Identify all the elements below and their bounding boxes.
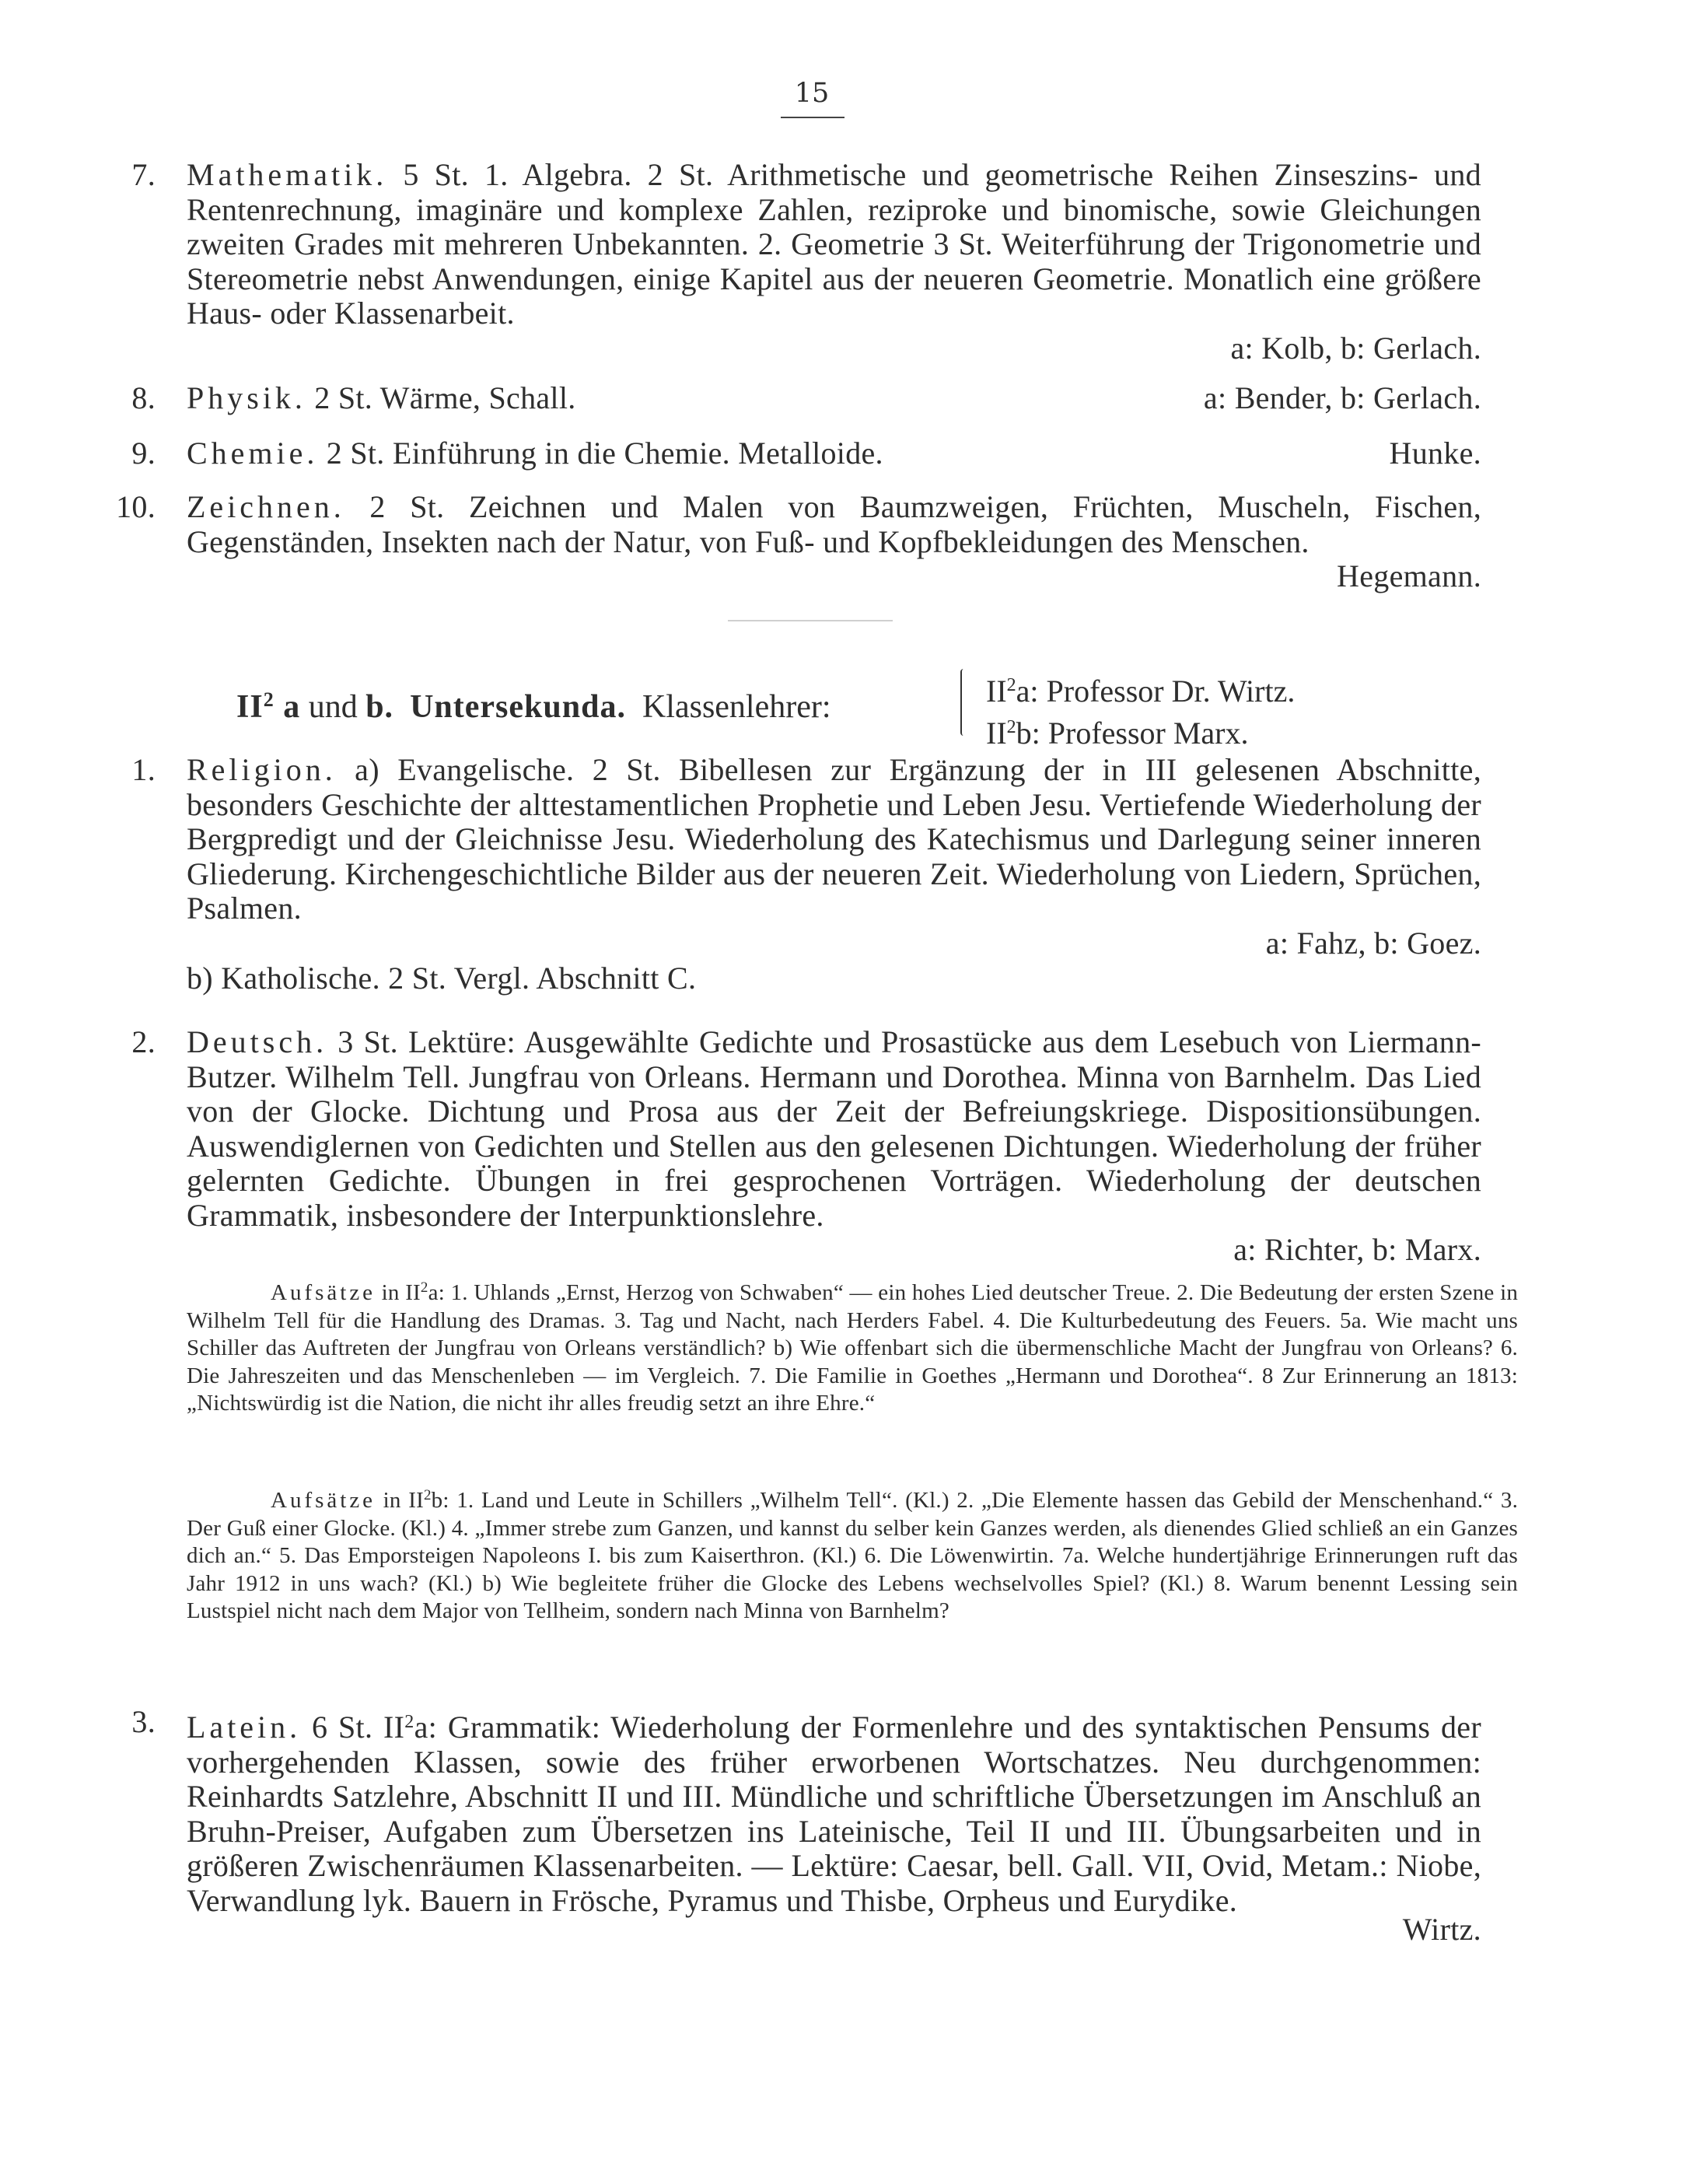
subject-name: Deutsch. bbox=[187, 1024, 328, 1059]
teacher-a: $II^2a$: Professor Dr. Wirtz. bbox=[986, 674, 1296, 709]
subject-text: 2 St. Einführung in die Chemie. Metalloide. bbox=[326, 436, 883, 471]
page-number: 15 bbox=[794, 78, 830, 109]
deutsch-paragraph bbox=[187, 1025, 1481, 1233]
teacher-line: Hunke. bbox=[1389, 436, 1481, 471]
religion-paragraph bbox=[187, 753, 1481, 926]
mathematik-paragraph bbox=[187, 158, 1481, 331]
zeichnen-paragraph bbox=[187, 490, 1481, 559]
brace-icon bbox=[960, 669, 974, 736]
subject-text: a) Evangelische. 2 St. Bibellesen zur Ergänzung der in III gelesenen Abschnitte, besonders Geschichte der alttestamentlichen Prophetie und Leben Jesu. Vertiefende Wiederholung der Bergpredigt und der Gleichnisse Jesu. Wiederholung des Katechismus und Darlegung seiner inneren Gliederung. Kirchengeschichtliche Bilder aus der neueren Zeit. Wiederholung von Liedern, Sprüchen, Psalmen. bbox=[187, 752, 1481, 926]
subject-name: Latein. bbox=[187, 1710, 302, 1745]
section-title: Untersekunda. bbox=[410, 689, 626, 725]
subject-name: Religion. bbox=[187, 752, 337, 787]
aufsaetze-a: Aufsätze in $II^2a$: 1. Uhlands „Ernst, Herzog von Schwaben“ — ein hohes Lied deutscher Treue. 2. Die Bedeutung der ersten Szene in Wilhelm Tell für die Handlung des Dramas. 3. Tag und Nacht, nach Herders Fabel. 4. Die Kulturbedeutung des Feuers. 5a. Wie macht uns Schiller das Auftreten der Jungfrau von Orleans verständlich? b) Wie offenbart sich die übermenschliche Macht der Jungfrau von Orleans? 6. Die Jahreszeiten und das Menschenleben — im Vergleich. 7. Die Familie in Goethes „Hermann und Dorothea“. 8 Zur Erinnerung an 1813: „Nichtswürdig ist die Nation, die nicht ihr alles freudig setzt an ihre Ehre.“ bbox=[187, 1279, 1519, 1416]
subject-text: 2 St. Wärme, Schall. bbox=[314, 380, 576, 415]
subject-text: 3 St. Lektüre: Ausgewählte Gedichte und Prosastücke aus dem Lesebuch von Liermann-Butzer. Wilhelm Tell. Jungfrau von Orleans. Hermann und Dorothea. Minna von Barnhelm. Das Lied von der Glocke. Dichtung und Prosa aus der Zeit der Befreiungskriege. Dispositionsübungen. Auswendiglernen von Gedichten und Stellen aus den gelesenen Dichtungen. Wiederholung der früher gelernten Gedichte. Übungen in frei gesprochenen Vorträgen. Wiederholung der deutschen Grammatik, insbesondere der Interpunktionslehre. bbox=[187, 1024, 1481, 1233]
religion-katholisch: b) Katholische. 2 St. Vergl. Abschnitt C. bbox=[187, 961, 697, 996]
item-number: 3. bbox=[131, 1704, 156, 1739]
subject-name: Chemie. bbox=[187, 436, 319, 471]
page-number-underline bbox=[781, 117, 844, 118]
teacher-line: Wirtz. bbox=[1402, 1912, 1481, 1947]
subject-name: Mathematik. bbox=[187, 157, 388, 192]
item-number: 7. bbox=[131, 157, 156, 192]
item-number: 1. bbox=[131, 752, 156, 787]
teacher-line: a: Fahz, b: Goez. bbox=[1265, 926, 1481, 961]
section-divider bbox=[728, 620, 893, 621]
item-number: 9. bbox=[131, 436, 156, 471]
klassenlehrer-label: Klassenlehrer: bbox=[642, 689, 831, 725]
teacher-line: a: Kolb, b: Gerlach. bbox=[1230, 331, 1481, 366]
item-number: 10. bbox=[116, 489, 156, 524]
item-number: 8. bbox=[131, 380, 156, 415]
class-teachers bbox=[986, 667, 1295, 751]
section-heading: $II^2$ a und b. Untersekunda. Klassenlehrer: bbox=[236, 688, 831, 725]
teacher-line: Hegemann. bbox=[1337, 558, 1481, 593]
subject-name: Zeichnen. bbox=[187, 489, 345, 524]
subject-text: 2 St. Zeichnen und Malen von Baumzweigen, Früchten, Muscheln, Fischen, Gegenständen, Insekten nach der Natur, von Fuß- und Kopfbekleidungen des Menschen. bbox=[187, 489, 1481, 559]
item-number: 2. bbox=[131, 1024, 156, 1059]
aufsaetze-b: Aufsätze in $II^2b$: 1. Land und Leute in Schillers „Wilhelm Tell“. (Kl.) 2. „Die Elemente hassen das Gebild der Menschenhand.“ 3. Der Guß einer Glocke. (Kl.) 4. „Immer strebe zum Ganzen, und kannst du selber kein Ganzes werden, als dienendes Glied schließ an ein Ganzes dich an.“ 5. Das Emporsteigen Napoleons I. bis zum Kaiserthron. (Kl.) 6. Die Löwenwirtin. 7a. Welche hundertjährige Erinnerungen ruft das Jahr 1912 in uns wach? (Kl.) b) Wie begleitete früher die Glocke des Lebens wechselvolles Spiel? (Kl.) 8. Warum benennt Lessing sein Lustspiel nicht nach dem Major von Tellheim, sondern nach Minna von Barnhelm? bbox=[187, 1487, 1519, 1623]
latein-paragraph: Latein. 6 St. $II^2a$: Grammatik: Wiederholung der Formenlehre und des syntaktischen Pensums der vorhergehenden Klassen, sowie des früher erworbenen Wortschatzes. Neu durchgenommen: Reinhardts Satzlehre, Abschnitt II und III. Mündliche und schriftliche Übersetzungen im Anschluß an Bruhn-Preiser, Aufgaben zum Übersetzen ins Lateinische, Teil II und III. Übungsarbeiten und in größeren Zwischenräumen Klassenarbeiten. — Lektüre: Caesar, bell. Gall. VII, Ovid, Metam.: Niobe, Verwandlung lyk. Bauern in Frösche, Pyramus und Thisbe, Orpheus und Eurydike. bbox=[187, 1710, 1481, 1918]
subject-name: Physik. bbox=[187, 380, 306, 415]
subject-text: Grammatik: Wiederholung der Formenlehre und des syntaktischen Pensums der vorhergehenden Klassen, sowie des früher erworbenen Wortschatzes. Neu durchgenommen: Reinhardts Satzlehre, Abschnitt II und III. Mündliche und schriftliche Übersetzungen im Anschluß an Bruhn-Preiser, Aufgaben zum Übersetzen ins Lateinische, Teil II und III. Übungsarbeiten und in größeren Zwischenräumen Klassenarbeiten. — Lektüre: Caesar, bell. Gall. VII, Ovid, Metam.: Niobe, Verwandlung lyk. Bauern in Frösche, Pyramus und Thisbe, Orpheus und Eurydike. bbox=[187, 1710, 1481, 1918]
subject-text: 5 St. 1. Algebra. 2 St. Arithmetische und geometrische Reihen Zinseszins- und Rentenrechnung, imaginäre und komplexe Zahlen, reziproke und binomische, sowie Gleichungen zweiten Grades mit mehreren Unbekannten. 2. Geometrie 3 St. Weiterführung der Trigonometrie und Stereometrie nebst Anwendungen, einige Kapitel aus der neueren Geometrie. Monatlich eine größere Haus- oder Klassenarbeit. bbox=[187, 157, 1481, 331]
teacher-line: a: Richter, b: Marx. bbox=[1233, 1232, 1481, 1267]
teacher-line: a: Bender, b: Gerlach. bbox=[1203, 380, 1481, 415]
teacher-b: $II^2b$: Professor Marx. bbox=[986, 716, 1249, 751]
